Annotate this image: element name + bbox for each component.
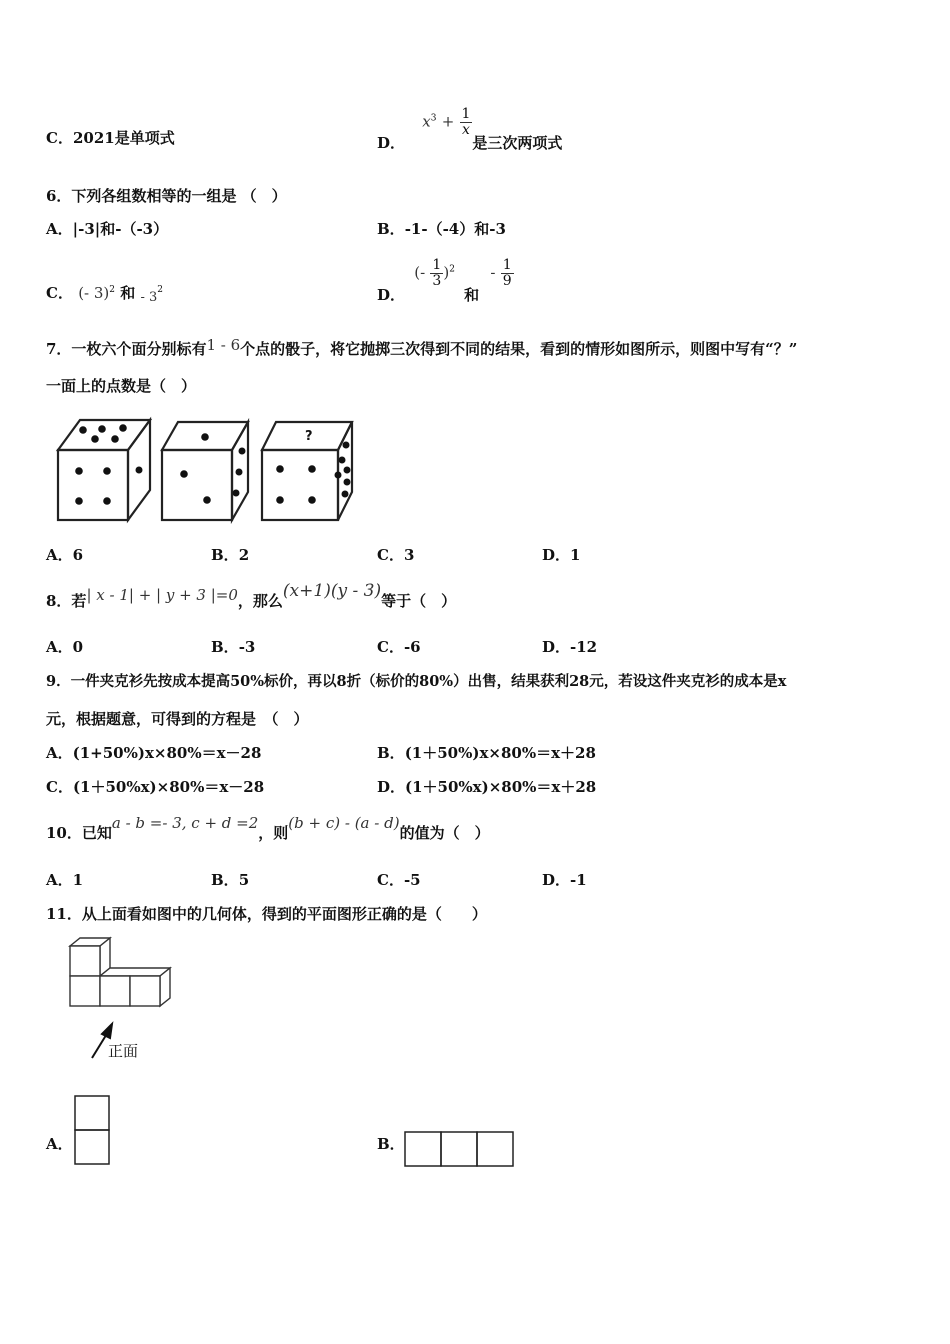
fraction: $\frac{1}{3}$ <box>432 257 442 289</box>
q10-option-a: A．1 <box>46 871 84 889</box>
fraction: $\frac{1}{9}$ <box>502 257 512 289</box>
q9-option-d: D．(1＋50%x)×80%＝x＋28 <box>377 778 597 796</box>
q5-option-c <box>46 128 175 148</box>
fraction-expression: (- $\frac{1}{3}$ )$^2$ <box>414 257 455 289</box>
q9-option-c: C．(1＋50%x)×80%＝x－28 <box>46 778 265 796</box>
q7-option-a: A．6 <box>46 546 84 564</box>
q11-option-b-label: B． <box>377 1135 405 1153</box>
option-label: D． <box>377 285 406 304</box>
option-a-figure <box>72 1094 112 1168</box>
geometric-solid-figure <box>60 934 180 1066</box>
q7-option-c: C．3 <box>377 546 415 564</box>
q7-stem: 7．一枚六个面分别标有1 - 6个点的骰子，将它抛掷三次得到不同的结果，看到的情形如图所示，则图中写有“？” <box>46 336 798 358</box>
given-condition: a - b =- 3, c + d =2 <box>111 814 259 832</box>
option-text: -1-（-4）和-3 <box>404 220 506 238</box>
q9-stem-line1: 9．一件夹克衫先按成本提高50%标价，再以8折（标价的80%）出售，结果获利28元，若设这件夹克衫的成本是x <box>46 673 787 690</box>
q10-option-b: B．5 <box>211 871 250 889</box>
option-text: 是三次两项式 <box>472 133 563 152</box>
q11-stem: 11．从上面看如图中的几何体，得到的平面图形正确的是（ ） <box>46 905 487 923</box>
q7-option-b: B．2 <box>211 546 250 564</box>
fraction: $\frac{1}{x}$ <box>461 106 471 138</box>
q8-option-d: D．-12 <box>542 638 598 656</box>
option-label: C． <box>46 129 73 147</box>
polynomial-expression: $x^3$ + $\frac{1}{x}$ <box>422 106 471 138</box>
option-b-figure <box>403 1130 515 1170</box>
q7-option-d: D．1 <box>542 546 581 564</box>
q5-option-d <box>377 103 563 152</box>
front-label: 正面 <box>108 1042 139 1060</box>
q11-option-a-label: A． <box>46 1135 73 1153</box>
q8-stem: 8．若| x - 1| + | y + 3 |=0，那么(x+1)(y - 3)等于（ ） <box>46 581 457 610</box>
q6-stem: 6．下列各组数相等的一组是 （ ） <box>46 187 287 205</box>
option-label: D． <box>377 133 406 152</box>
option-label: B． <box>377 220 405 238</box>
q10-stem: 10．已知a - b =- 3, c + d =2，则(b + c) - (a - d)的值为（ ） <box>46 814 490 842</box>
q9-option-a: A．(1+50%)x×80%＝x－28 <box>46 744 262 762</box>
q10-option-d: D．-1 <box>542 871 587 889</box>
q8-option-c: C．-6 <box>377 638 421 656</box>
q10-option-c: C．-5 <box>377 871 421 889</box>
option-label: A． <box>46 220 73 238</box>
die-1-dots <box>75 424 142 505</box>
q8-option-b: B．-3 <box>211 638 256 656</box>
product-expression: (x+1)(y - 3) <box>282 581 382 601</box>
fraction-expression: - $\frac{1}{9}$ <box>490 257 512 289</box>
q7-stem-line2: 一面上的点数是（ ） <box>46 377 197 395</box>
q6-option-b <box>377 219 506 239</box>
absolute-value-condition: | x - 1| + | y + 3 |=0 <box>86 586 238 604</box>
option-text: |-3|和-（-3） <box>72 220 169 238</box>
option-text: 2021是单项式 <box>72 129 175 147</box>
q9-stem-line2: 元，根据题意，可得到的方程是 （ ） <box>46 710 309 728</box>
q6-option-a <box>46 219 168 239</box>
question-mark-label: ? <box>305 429 313 444</box>
target-expression: (b + c) - (a - d) <box>288 814 400 832</box>
q9-option-b: B．(1＋50%)x×80%＝x＋28 <box>377 744 596 762</box>
q6-option-c: C． (- 3)$^2$ 和 - $3^2$ <box>46 284 164 305</box>
q6-option-d: D． (- $\frac{1}{3}$ )$^2$ 和 - $\frac{1}{9}$ <box>377 257 512 304</box>
option-label: C． <box>46 284 73 302</box>
range-expression: 1 - 6 <box>206 336 241 354</box>
dice-figure <box>50 412 370 527</box>
q8-option-a: A．0 <box>46 638 84 656</box>
